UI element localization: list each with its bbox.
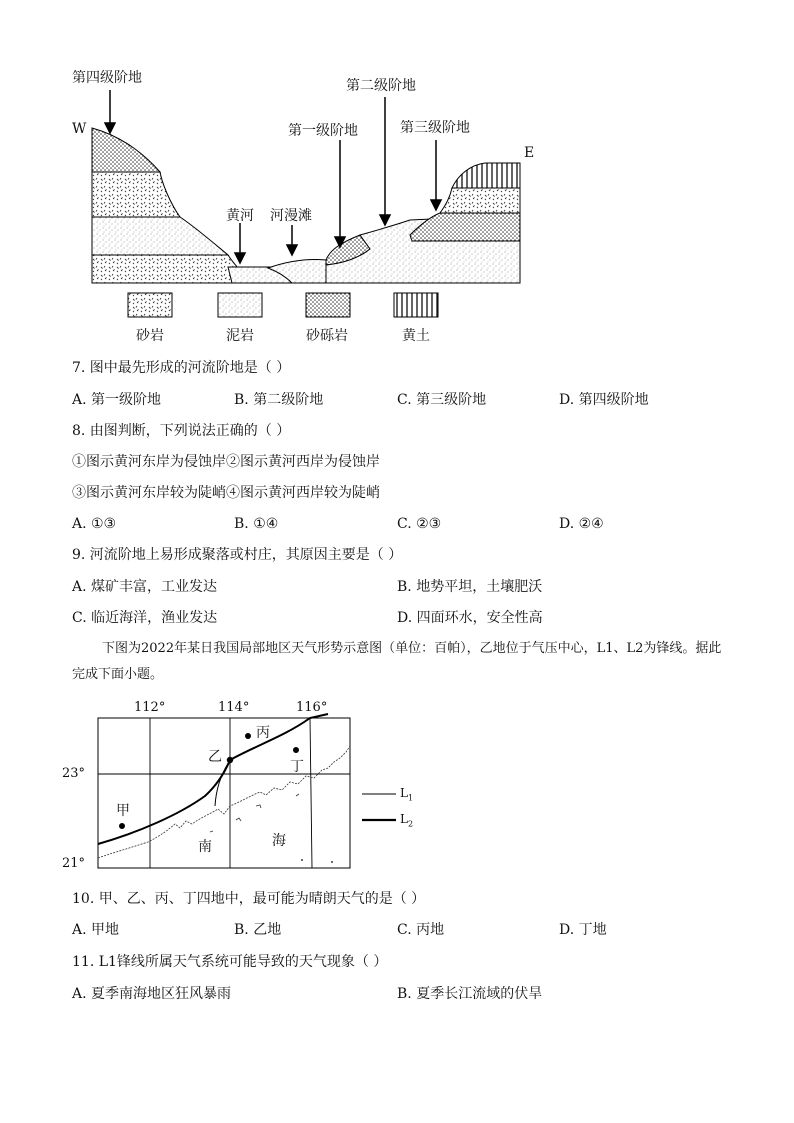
option-c: C. 丙地: [397, 922, 445, 938]
legend-swatch-sandstone: [128, 293, 172, 317]
terrace-figure: [60, 65, 580, 355]
option-d: D. 四面环水，安全性高: [397, 610, 543, 626]
place-bing: 丙: [256, 725, 270, 741]
option-a: A. ①③: [72, 516, 117, 532]
dot-ding: [293, 747, 299, 753]
option-a: A. 甲地: [72, 922, 120, 938]
weather-map-figure: [60, 696, 440, 878]
option-c: C. 临近海洋，渔业发达: [72, 610, 218, 626]
option-a: A. 夏季南海地区狂风暴雨: [72, 986, 232, 1002]
terrace3-gravel: [410, 213, 520, 241]
section-intro: 下图为2022年某日我国局部地区天气形势示意图（单位：百帕），乙地位于气压中心，L1、L2为锋线。据此完成下面小题。: [72, 641, 722, 682]
option-d: D. 丁地: [559, 922, 607, 938]
label-terrace2: 第二级阶地: [346, 78, 416, 94]
label-west: W: [72, 121, 87, 137]
west-mudstone: [92, 217, 228, 255]
lat-label-21: 21°: [62, 856, 86, 871]
weather-map: [60, 696, 440, 878]
map-frame: [98, 718, 350, 868]
coastline: [98, 746, 350, 858]
question-statement: ①图示黄河东岸为侵蚀岸②图示黄河西岸为侵蚀岸: [72, 454, 380, 470]
place-jia: 甲: [116, 803, 130, 819]
legend-label-mudstone: 泥岩: [226, 328, 254, 344]
option-d: D. 第四级阶地: [559, 392, 649, 408]
sea-label-hai: 海: [272, 833, 286, 849]
lon-label-116: 116°: [296, 700, 328, 715]
label-terrace1: 第一级阶地: [288, 123, 358, 139]
question-stem: 9. 河流阶地上易形成聚落或村庄，其原因主要是（ ）: [72, 547, 403, 563]
question-stem: 7. 图中最先形成的河流阶地是（ ）: [72, 360, 291, 376]
terrace-cross-section: [60, 65, 580, 355]
legend-label-conglomerate: 砂砾岩: [306, 328, 348, 344]
west-sandstone-upper: [92, 172, 180, 217]
label-floodplain: 河漫滩: [270, 208, 312, 224]
sea-label-nan: 南: [198, 839, 212, 855]
lat-label-23: 23°: [62, 766, 86, 781]
option-a: A. 第一级阶地: [72, 392, 162, 408]
option-c: C. 第三级阶地: [397, 392, 487, 408]
dot-jia: [119, 823, 125, 829]
front-l2-east: [230, 714, 328, 760]
east-sandstone: [440, 188, 520, 213]
west-gravel-top: [92, 128, 160, 172]
place-yi: 乙: [208, 749, 222, 765]
lon-label-114: 114°: [218, 700, 250, 715]
option-b: B. 乙地: [234, 922, 282, 938]
option-b: B. 地势平坦，土壤肥沃: [397, 579, 543, 595]
label-terrace4: 第四级阶地: [72, 70, 142, 86]
dot-yi: [227, 757, 233, 763]
label-terrace3: 第三级阶地: [400, 120, 470, 136]
place-ding: 丁: [290, 759, 304, 775]
dot-bing: [245, 733, 251, 739]
label-east: E: [524, 145, 535, 161]
question-stem: 10. 甲、乙、丙、丁四地中，最可能为晴朗天气的是（ ）: [72, 891, 426, 907]
legend-swatch-loess: [394, 293, 438, 317]
legend-label-l1: $L_1$: [400, 786, 414, 803]
option-b: B. ①④: [234, 516, 279, 532]
question-statement: ③图示黄河东岸较为陡峭④图示黄河西岸较为陡峭: [72, 485, 380, 501]
legend-swatch-mudstone: [218, 293, 262, 317]
loess-cap: [452, 163, 520, 188]
option-a: A. 煤矿丰富，工业发达: [72, 579, 218, 595]
option-b: B. 第二级阶地: [234, 392, 324, 408]
label-yellow-river: 黄河: [226, 208, 254, 224]
legend-label-sandstone: 砂岩: [136, 328, 164, 344]
legend-swatch-conglomerate: [306, 293, 350, 317]
legend-label-loess: 黄土: [402, 328, 430, 344]
legend-label-l2: $L_2$: [400, 812, 414, 829]
option-b: B. 夏季长江流域的伏旱: [397, 986, 543, 1002]
lon-label-112: 112°: [134, 700, 166, 715]
meridian-116: [310, 718, 312, 868]
option-c: C. ②③: [397, 516, 442, 532]
question-stem: 8. 由图判断，下列说法正确的（ ）: [72, 423, 291, 439]
option-d: D. ②④: [559, 516, 604, 532]
question-stem: 11. L1锋线所属天气系统可能导致的天气现象（ ）: [72, 954, 388, 970]
